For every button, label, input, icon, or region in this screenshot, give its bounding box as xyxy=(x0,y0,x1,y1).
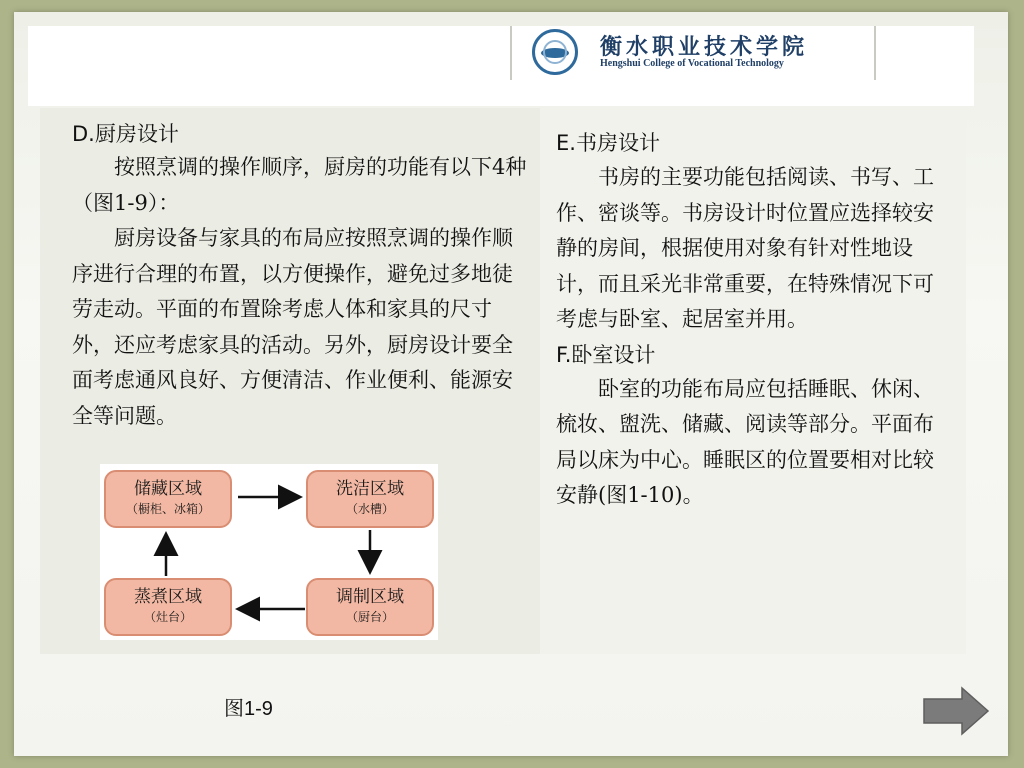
figure-caption: 图1-9 xyxy=(224,698,273,720)
cooking-zone-title: 蒸煮区域 xyxy=(134,587,202,607)
college-emblem-icon xyxy=(532,29,578,75)
cleaning-zone-sub: （水槽） xyxy=(345,502,394,516)
cooking-zone-box xyxy=(104,578,232,636)
prep-zone-title: 调制区域 xyxy=(336,587,404,607)
college-logo xyxy=(510,26,876,80)
college-name-en: Hengshui College of Vocational Technology xyxy=(600,58,784,69)
kitchen-paragraph-1: 按照烹调的操作顺序，厨房的功能有以下4种（图1-9）： xyxy=(72,155,527,215)
kitchen-section xyxy=(72,118,532,434)
storage-zone-box xyxy=(104,470,232,528)
next-slide-button[interactable] xyxy=(922,686,990,736)
study-bedroom-section xyxy=(556,126,940,514)
cleaning-zone-box xyxy=(306,470,434,528)
bedroom-paragraph: 卧室的功能布局应包括睡眠、休闲、梳妆、盥洗、储藏、阅读等部分。平面布局以床为中心。睡眠区的位置要相对比较安静(图1-10)。 xyxy=(556,376,934,507)
kitchen-paragraph-2: 厨房设备与家具的布局应按照烹调的操作顺序进行合理的布置，以方便操作，避免过多地徒劳走动。平面的布置除考虑人体和家具的尺寸外，还应考虑家具的活动。另外，厨房设计要全面考虑通风良好、方便清洁、作业便利、能源安全等问题。 xyxy=(72,226,513,428)
storage-zone-sub: （橱柜、冰箱） xyxy=(125,502,210,516)
study-heading: E.书房设计 xyxy=(556,131,660,155)
storage-zone-title: 储藏区域 xyxy=(134,479,202,499)
bedroom-heading: F.卧室设计 xyxy=(556,342,656,367)
study-paragraph: 书房的主要功能包括阅读、书写、工作、密谈等。书房设计时位置应选择较安静的房间，根据使用对象有针对性地设计，而且采光非常重要，在特殊情况下可考虑与卧室、起居室并用。 xyxy=(556,165,934,331)
kitchen-flow-diagram xyxy=(100,464,438,640)
prep-zone-box xyxy=(306,578,434,636)
kitchen-heading: D.厨房设计 xyxy=(72,122,179,146)
prep-zone-sub: （厨台） xyxy=(345,610,394,624)
cooking-zone-sub: （灶台） xyxy=(143,610,192,624)
cleaning-zone-title: 洗洁区域 xyxy=(336,479,404,499)
arrow-right-icon xyxy=(922,686,990,736)
college-name-cn: 衡水职业技术学院 xyxy=(600,34,809,60)
